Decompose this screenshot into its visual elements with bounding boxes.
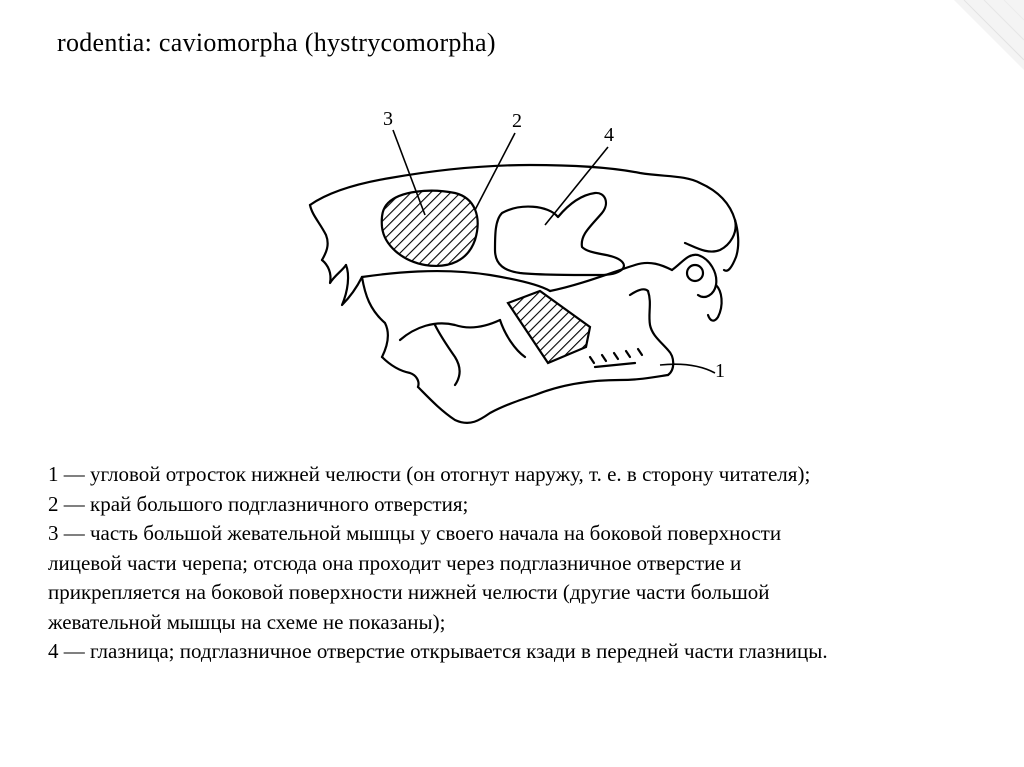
masseter-origin-hatched	[375, 183, 490, 273]
skull-drawing	[290, 95, 750, 445]
callout-3: 3	[383, 108, 393, 130]
callout-2: 2	[512, 110, 522, 132]
callout-1: 1	[715, 360, 725, 382]
slide-title: rodentia: caviomorpha (hystrycomorpha)	[57, 28, 496, 57]
legend-line: жевательной мышцы на схеме не показаны);	[48, 609, 446, 634]
figure-legend	[48, 460, 1008, 667]
legend-line: 4 — глазница; подглазничное отверстие открывается кзади в передней части глазницы.	[48, 639, 828, 663]
masseter-jaw-hatched	[500, 285, 600, 370]
legend-line: 3 — часть большой жевательной мышцы у своего начала на боковой поверхности	[48, 521, 782, 545]
legend-line: прикрепляется на боковой поверхности нижней челюсти (другие части большой	[48, 580, 770, 604]
callout-4: 4	[604, 124, 614, 146]
skull-outline	[310, 165, 738, 423]
page-corner-decoration	[954, 0, 1024, 70]
legend-line: 2 — край большого подглазничного отверстия;	[48, 491, 469, 516]
legend-line: лицевой части черепа; отсюда она проходит через подглазничное отверстие и	[48, 550, 742, 575]
legend-line: 1 — угловой отросток нижней челюсти (он отогнут наружу, т. е. в сторону читателя);	[48, 462, 811, 486]
skull-diagram	[290, 95, 750, 445]
